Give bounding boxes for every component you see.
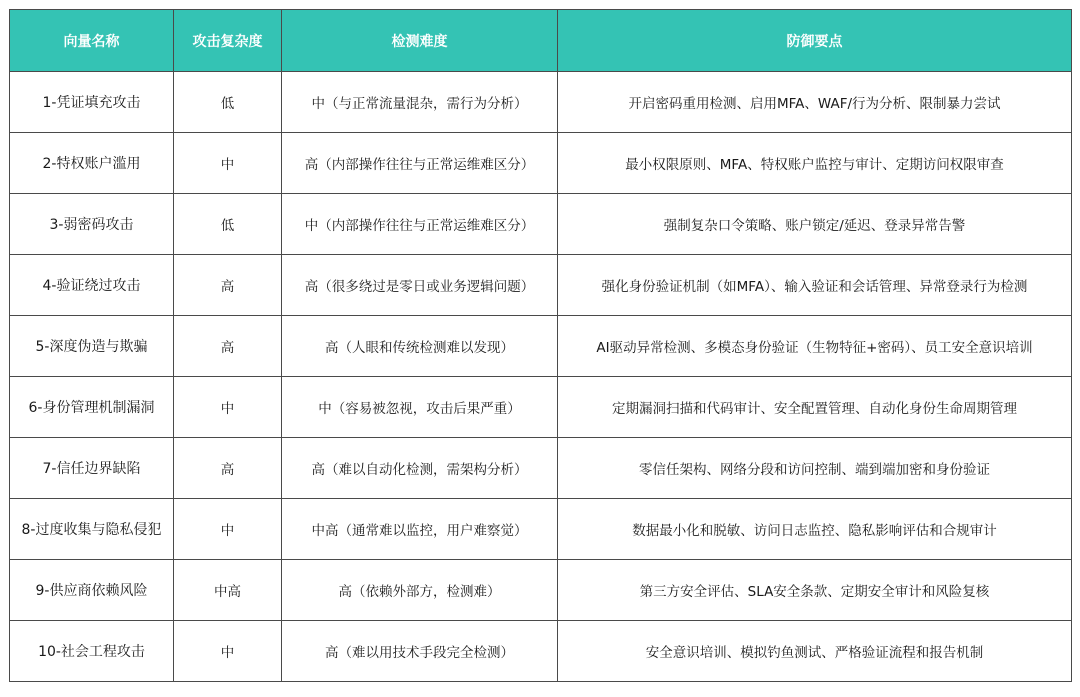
attack-vector-table [9,9,1072,682]
cell-detection-difficulty: 中（与正常流量混杂，需行为分析） [282,72,558,133]
cell-detection-difficulty: 中（内部操作往往与正常运维难区分） [282,194,558,255]
cell-attack-complexity: 高 [174,438,282,499]
cell-attack-complexity: 低 [174,72,282,133]
table-row [10,133,1072,194]
cell-attack-complexity: 中 [174,621,282,682]
header-vector-name: 向量名称 [10,10,174,72]
table-row [10,438,1072,499]
cell-vector-name: 5-深度伪造与欺骗 [10,316,174,377]
cell-detection-difficulty: 高（很多绕过是零日或业务逻辑问题） [282,255,558,316]
table-header-row [10,10,1072,72]
header-attack-complexity: 攻击复杂度 [174,10,282,72]
cell-detection-difficulty: 高（难以自动化检测，需架构分析） [282,438,558,499]
cell-defense-points: 最小权限原则、MFA、特权账户监控与审计、定期访问权限审查 [558,133,1072,194]
cell-vector-name: 6-身份管理机制漏洞 [10,377,174,438]
table-row [10,194,1072,255]
table-row [10,72,1072,133]
table-row [10,499,1072,560]
table-row [10,255,1072,316]
cell-defense-points: 安全意识培训、模拟钓鱼测试、严格验证流程和报告机制 [558,621,1072,682]
cell-attack-complexity: 高 [174,255,282,316]
cell-vector-name: 10-社会工程攻击 [10,621,174,682]
attack-vector-table-container [9,9,1071,689]
cell-vector-name: 3-弱密码攻击 [10,194,174,255]
cell-detection-difficulty: 中（容易被忽视，攻击后果严重） [282,377,558,438]
cell-defense-points: 第三方安全评估、SLA安全条款、定期安全审计和风险复核 [558,560,1072,621]
cell-attack-complexity: 中高 [174,560,282,621]
cell-defense-points: 零信任架构、网络分段和访问控制、端到端加密和身份验证 [558,438,1072,499]
cell-attack-complexity: 中 [174,499,282,560]
cell-defense-points: 强化身份验证机制（如MFA）、输入验证和会话管理、异常登录行为检测 [558,255,1072,316]
cell-detection-difficulty: 高（人眼和传统检测难以发现） [282,316,558,377]
cell-vector-name: 9-供应商依赖风险 [10,560,174,621]
cell-defense-points: 强制复杂口令策略、账户锁定/延迟、登录异常告警 [558,194,1072,255]
cell-defense-points: 开启密码重用检测、启用MFA、WAF/行为分析、限制暴力尝试 [558,72,1072,133]
table-row [10,621,1072,682]
cell-detection-difficulty: 中高（通常难以监控，用户难察觉） [282,499,558,560]
cell-detection-difficulty: 高（依赖外部方，检测难） [282,560,558,621]
cell-defense-points: 定期漏洞扫描和代码审计、安全配置管理、自动化身份生命周期管理 [558,377,1072,438]
cell-detection-difficulty: 高（内部操作往往与正常运维难区分） [282,133,558,194]
cell-vector-name: 2-特权账户滥用 [10,133,174,194]
cell-defense-points: AI驱动异常检测、多模态身份验证（生物特征+密码）、员工安全意识培训 [558,316,1072,377]
header-defense-points: 防御要点 [558,10,1072,72]
cell-detection-difficulty: 高（难以用技术手段完全检测） [282,621,558,682]
cell-attack-complexity: 中 [174,377,282,438]
header-detection-difficulty: 检测难度 [282,10,558,72]
cell-vector-name: 4-验证绕过攻击 [10,255,174,316]
cell-vector-name: 7-信任边界缺陷 [10,438,174,499]
table-row [10,316,1072,377]
cell-vector-name: 1-凭证填充攻击 [10,72,174,133]
table-row [10,377,1072,438]
cell-attack-complexity: 低 [174,194,282,255]
cell-vector-name: 8-过度收集与隐私侵犯 [10,499,174,560]
cell-attack-complexity: 高 [174,316,282,377]
table-body [10,72,1072,682]
cell-defense-points: 数据最小化和脱敏、访问日志监控、隐私影响评估和合规审计 [558,499,1072,560]
cell-attack-complexity: 中 [174,133,282,194]
table-row [10,560,1072,621]
